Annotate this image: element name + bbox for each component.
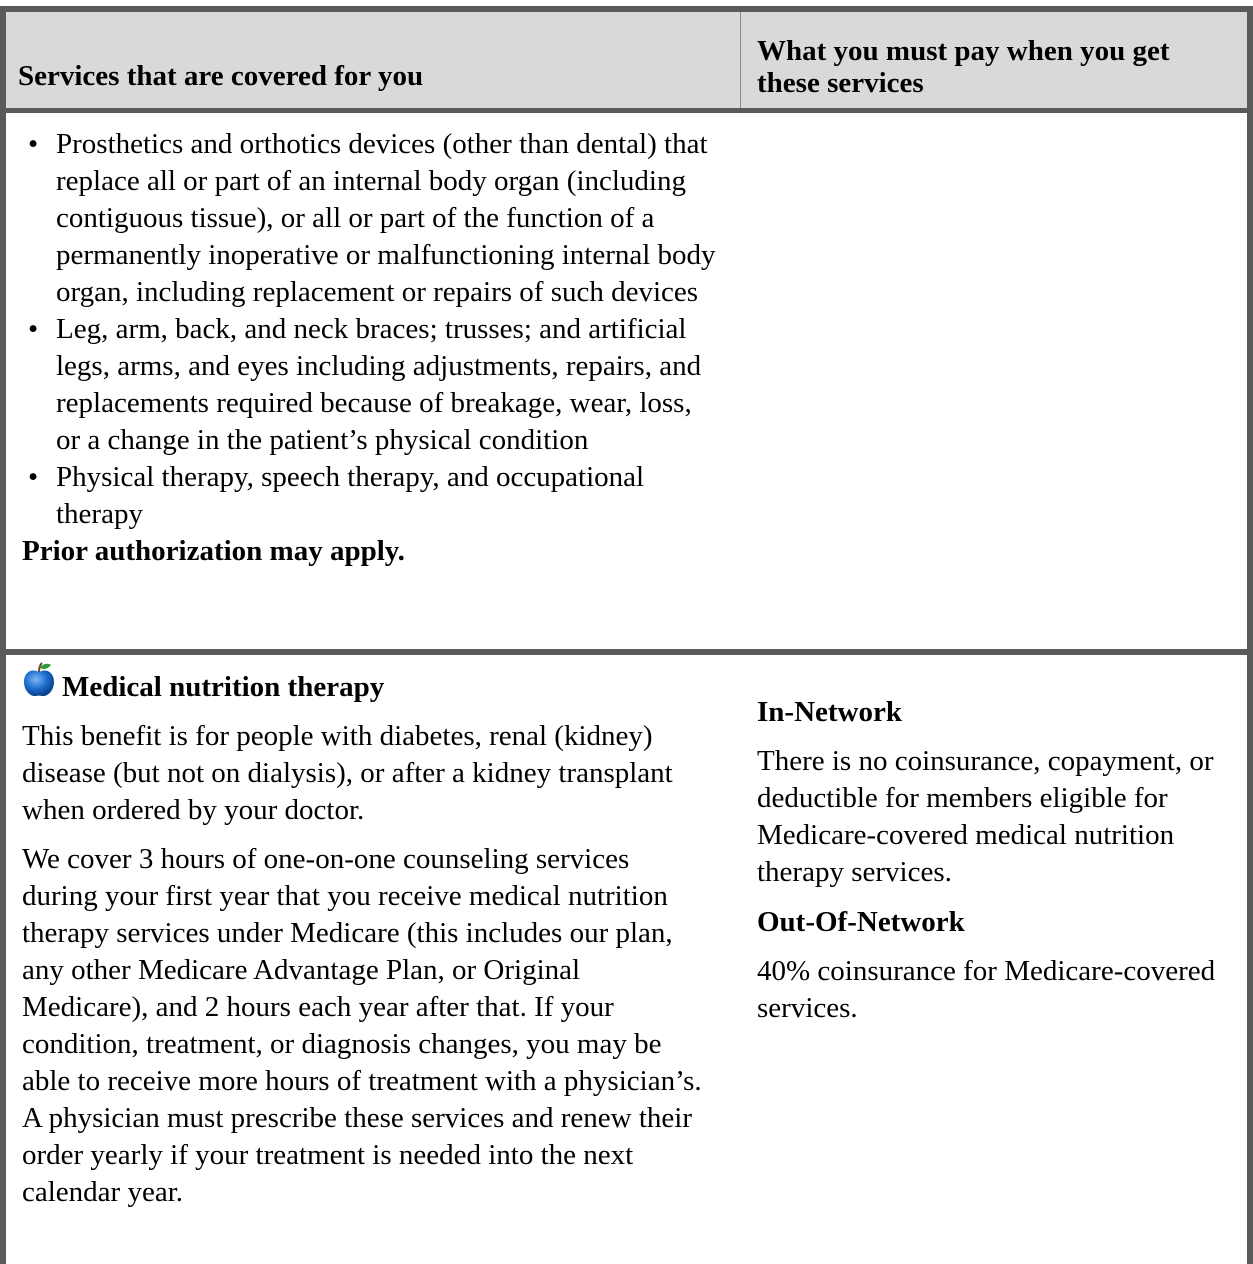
- header-col2: What you must pay when you get these services: [757, 35, 1170, 99]
- row2-cost-cell: [757, 695, 1245, 1027]
- out-of-network-text: 40% coinsurance for Medicare-covered services.: [757, 955, 1216, 1024]
- in-network-text: There is no coinsurance, copayment, or deductible for members eligible for Medicare-covered medical nutrition therapy services.: [757, 745, 1214, 888]
- list-item: • Prosthetics and orthotics devices (other than dental) that replace all or part of an internal body organ (including contiguous tissue), or all or part of the function of a permanently inoperative or malfunctioning internal body organ, including replacement or repairs of such devices: [22, 126, 722, 311]
- benefit-title-text: Medical nutrition therapy: [62, 671, 385, 703]
- header-col1: Services that are covered for you: [18, 60, 424, 92]
- apple-icon: [22, 662, 56, 698]
- table-border-left: [0, 6, 6, 1264]
- row1-services-cell: [22, 126, 722, 570]
- row-divider: [0, 649, 1253, 655]
- benefit-eligibility-text: This benefit is for people with diabetes, renal (kidney) disease (but not on dialysis), or after a kidney transplant when ordered by your doctor.: [22, 720, 673, 826]
- list-item: • Physical therapy, speech therapy, and occupational therapy: [22, 459, 722, 533]
- header-divider: [0, 108, 1253, 113]
- out-of-network-label: Out-Of-Network: [757, 906, 965, 938]
- prior-authorization-note: Prior authorization may apply.: [22, 535, 405, 567]
- list-item: • Leg, arm, back, and neck braces; trusses; and artificial legs, arms, and eyes including adjustments, repairs, and replacements required because of breakage, wear, loss, or a change in the patient’s physical condition: [22, 311, 722, 459]
- in-network-label: In-Network: [757, 696, 902, 728]
- services-bullet-list: [22, 126, 722, 533]
- column-divider-header: [740, 12, 741, 108]
- benefit-title: [22, 662, 712, 710]
- benefit-coverage-text: We cover 3 hours of one-on-one counseling services during your first year that you receive medical nutrition therapy services under Medicare (this includes our plan, any other Medicare Advantage Plan, or Original Medicare), and 2 hours each year after that. If your condition, treatment, or diagnosis changes, you may be able to receive more hours of treatment with a physician’s. A physician must prescribe these services and renew their order yearly if your treatment is needed into the next calendar year.: [22, 843, 702, 1208]
- row2-services-cell: [22, 662, 712, 1211]
- table-border-right: [1247, 6, 1253, 1264]
- table-border-top: [0, 6, 1253, 12]
